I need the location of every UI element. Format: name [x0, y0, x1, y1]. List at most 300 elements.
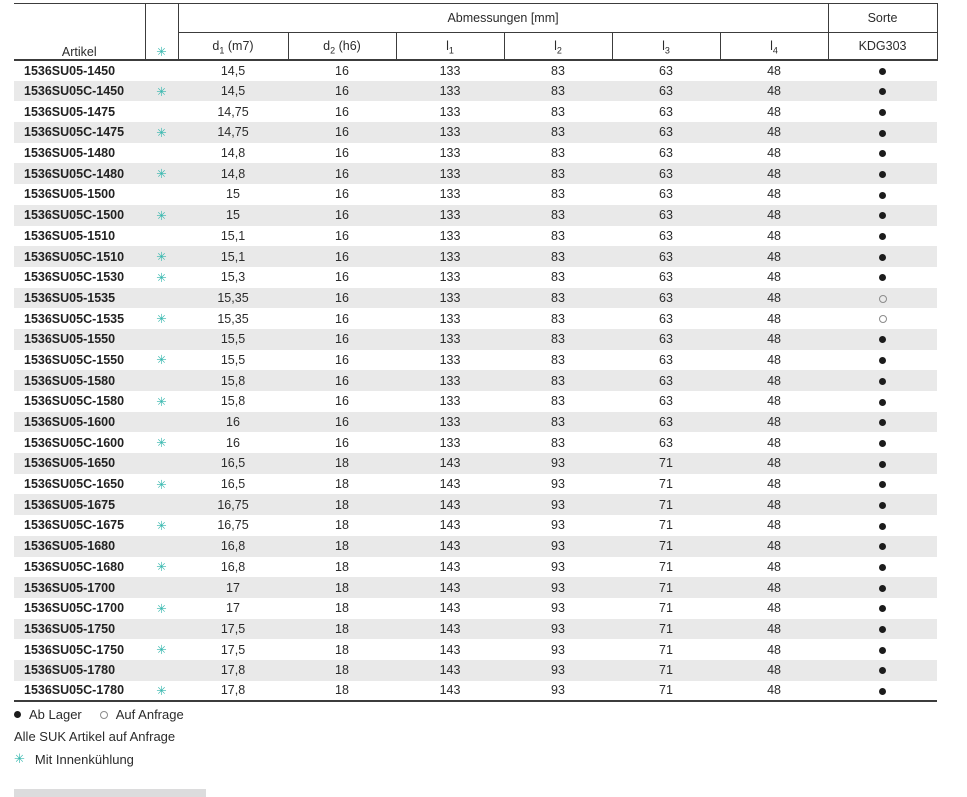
artikel-cell: 1536SU05C-1475: [24, 125, 125, 140]
availability-cell: [828, 681, 937, 702]
d1-cell: 16,8: [220, 539, 246, 554]
coolant-cell: [145, 494, 178, 515]
availability-cell: [828, 577, 937, 598]
d2-cell: 16: [335, 146, 349, 161]
l2-cell: 83: [551, 63, 565, 78]
availability-cell: [828, 639, 937, 660]
l2-cell: 83: [551, 187, 565, 202]
l4-cell: 48: [767, 373, 781, 388]
d1-cell: 15,1: [220, 228, 246, 243]
l3-cell: 63: [659, 166, 673, 181]
table-row: [14, 432, 937, 453]
table-row: [14, 60, 937, 81]
availability-cell: [828, 453, 937, 474]
l2-cell: 93: [551, 663, 565, 678]
d2-cell: 16: [335, 104, 349, 119]
snowflake-icon: ✳: [156, 394, 167, 409]
artikel-cell: 1536SU05-1500: [24, 187, 116, 202]
column-group-header-abmessungen: Abmessungen [mm]: [178, 4, 828, 33]
l1-cell: 143: [439, 518, 461, 533]
table-row: [14, 619, 937, 640]
l1-cell: 143: [439, 559, 461, 574]
table-row: [14, 184, 937, 205]
artikel-cell: 1536SU05C-1535: [24, 311, 125, 326]
table-row: [14, 329, 937, 350]
coolant-cell: [145, 308, 178, 329]
snowflake-icon: ✳: [156, 683, 167, 698]
d2-cell: 18: [335, 642, 349, 657]
d1-cell: 16,75: [217, 497, 249, 512]
table-row: [14, 412, 937, 433]
coolant-cell: [145, 81, 178, 102]
l3-cell: 63: [659, 270, 673, 285]
l4-cell: 48: [767, 249, 781, 264]
l3-cell: 71: [659, 601, 673, 616]
d1-cell: 16,75: [217, 518, 249, 533]
d1-cell: 14,8: [220, 146, 246, 161]
table-row: [14, 453, 937, 474]
artikel-cell: 1536SU05-1750: [24, 621, 116, 636]
column-header-l2: $l_2$: [504, 33, 612, 61]
d2-cell: 16: [335, 394, 349, 409]
l4-cell: 48: [767, 228, 781, 243]
d1-cell: 15,35: [217, 311, 249, 326]
filled-dot-icon: [879, 378, 886, 385]
coolant-cell: [145, 226, 178, 247]
d2-cell: 16: [335, 290, 349, 305]
l2-cell: 93: [551, 642, 565, 657]
l3-cell: 71: [659, 456, 673, 471]
l2-cell: 83: [551, 394, 565, 409]
coolant-cell: [145, 515, 178, 536]
snowflake-icon: ✳: [156, 643, 167, 658]
d1-cell: 17,5: [220, 642, 246, 657]
l2-cell: 93: [551, 539, 565, 554]
table-row: [14, 536, 937, 557]
l1-cell: 133: [439, 311, 461, 326]
coolant-cell: [145, 598, 178, 619]
table-row: [14, 598, 937, 619]
coolant-cell: [145, 577, 178, 598]
table-row: [14, 122, 937, 143]
filled-dot-icon: [879, 440, 886, 447]
coolant-cell: [145, 412, 178, 433]
table-row: [14, 494, 937, 515]
cropped-next-section: [14, 789, 206, 797]
l4-cell: 48: [767, 166, 781, 181]
l2-cell: 83: [551, 146, 565, 161]
artikel-cell: 1536SU05C-1675: [24, 518, 125, 533]
l4-cell: 48: [767, 332, 781, 347]
table-row: [14, 163, 937, 184]
d2-cell: 16: [335, 63, 349, 78]
filled-dot-icon: [879, 688, 886, 695]
d2-cell: 16: [335, 84, 349, 99]
coolant-cell: [145, 619, 178, 640]
l4-cell: 48: [767, 84, 781, 99]
l4-cell: 48: [767, 125, 781, 140]
coolant-cell: [145, 557, 178, 578]
l2-cell: 83: [551, 332, 565, 347]
l3-cell: 63: [659, 290, 673, 305]
coolant-cell: [145, 453, 178, 474]
l4-cell: 48: [767, 187, 781, 202]
d1-cell: 15,8: [220, 373, 246, 388]
availability-legend: [14, 707, 967, 722]
coolant-cell: [145, 60, 178, 81]
d1-cell: 14,75: [217, 104, 249, 119]
l1-cell: 133: [439, 228, 461, 243]
artikel-cell: 1536SU05C-1480: [24, 166, 125, 181]
l1-cell: 143: [439, 539, 461, 554]
coolant-cell: [145, 329, 178, 350]
filled-dot-icon: [879, 171, 886, 178]
d1-cell: 14,5: [220, 84, 246, 99]
l4-cell: 48: [767, 539, 781, 554]
artikel-cell: 1536SU05-1510: [24, 228, 116, 243]
l2-cell: 83: [551, 352, 565, 367]
d2-cell: 18: [335, 518, 349, 533]
availability-cell: [828, 557, 937, 578]
artikel-cell: 1536SU05C-1600: [24, 435, 125, 450]
availability-cell: [828, 515, 937, 536]
d2-cell: 16: [335, 352, 349, 367]
d2-cell: 16: [335, 125, 349, 140]
l4-cell: 48: [767, 559, 781, 574]
l2-cell: 83: [551, 415, 565, 430]
coolant-cell: [145, 350, 178, 371]
column-header-coolant: [145, 4, 178, 61]
l3-cell: 63: [659, 435, 673, 450]
l3-cell: 71: [659, 621, 673, 636]
d1-cell: 15,8: [220, 394, 246, 409]
l2-cell: 83: [551, 104, 565, 119]
d1-cell: 17,8: [220, 663, 246, 678]
l4-cell: 48: [767, 394, 781, 409]
artikel-cell: 1536SU05-1475: [24, 104, 116, 119]
table-row: [14, 639, 937, 660]
filled-dot-icon: [879, 523, 886, 530]
snowflake-icon: ✳: [156, 125, 167, 140]
l1-cell: 133: [439, 187, 461, 202]
l3-cell: 63: [659, 373, 673, 388]
l3-cell: 71: [659, 642, 673, 657]
d1-cell: 15,35: [217, 290, 249, 305]
availability-cell: [828, 432, 937, 453]
l1-cell: 133: [439, 270, 461, 285]
filled-dot-icon: [879, 667, 886, 674]
d1-cell: 14,8: [220, 166, 246, 181]
availability-cell: [828, 536, 937, 557]
availability-cell: [828, 308, 937, 329]
l1-cell: 143: [439, 601, 461, 616]
filled-dot-icon: [879, 502, 886, 509]
d1-cell: 17: [226, 580, 240, 595]
l3-cell: 63: [659, 415, 673, 430]
d1-cell: 15,5: [220, 352, 246, 367]
d2-cell: 18: [335, 539, 349, 554]
l2-cell: 93: [551, 518, 565, 533]
table-row: [14, 557, 937, 578]
availability-cell: [828, 122, 937, 143]
l4-cell: 48: [767, 63, 781, 78]
artikel-cell: 1536SU05-1580: [24, 373, 116, 388]
l3-cell: 63: [659, 352, 673, 367]
column-header-l3: $l_3$: [612, 33, 720, 61]
d2-cell: 16: [335, 270, 349, 285]
l1-cell: 143: [439, 663, 461, 678]
d2-cell: 18: [288, 681, 396, 702]
coolant-cell: [145, 246, 178, 267]
coolant-cell: [145, 205, 178, 226]
snowflake-icon: ✳: [156, 84, 167, 99]
availability-cell: [828, 101, 937, 122]
l1-cell: 133: [439, 435, 461, 450]
availability-cell: [828, 81, 937, 102]
d2-cell: 18: [335, 580, 349, 595]
column-header-sorte: Sorte: [828, 4, 937, 33]
d2-cell: 16: [335, 435, 349, 450]
d1-cell: 15: [226, 187, 240, 202]
open-dot-icon: [879, 295, 887, 303]
snowflake-icon: ✳: [156, 560, 167, 575]
artikel-cell: 1536SU05-1450: [24, 63, 116, 78]
l4-cell: 48: [720, 681, 828, 702]
l3-cell: 63: [659, 249, 673, 264]
column-header-d2: $d_2$ (h6): [288, 33, 396, 61]
catalog-page: [0, 3, 967, 797]
l2-cell: 93: [504, 681, 612, 702]
artikel-cell: 1536SU05-1700: [24, 580, 116, 595]
l1-cell: 133: [439, 63, 461, 78]
availability-cell: [828, 619, 937, 640]
l2-cell: 93: [551, 559, 565, 574]
d1-cell: 16: [226, 435, 240, 450]
l2-cell: 83: [551, 84, 565, 99]
table-row: [14, 101, 937, 122]
l3-cell: 63: [659, 311, 673, 326]
artikel-cell: 1536SU05C-1450: [24, 84, 125, 99]
coolant-cell: [145, 370, 178, 391]
d2-cell: 16: [335, 332, 349, 347]
artikel-cell: 1536SU05C-1580: [24, 394, 125, 409]
l3-cell: 71: [659, 580, 673, 595]
table-row: [14, 350, 937, 371]
coolant-cell: [145, 391, 178, 412]
l1-cell: 143: [439, 477, 461, 492]
snowflake-icon: ✳: [156, 45, 167, 59]
filled-dot-icon: [879, 150, 886, 157]
availability-cell: [828, 329, 937, 350]
l2-cell: 83: [551, 311, 565, 326]
l3-cell: 63: [659, 394, 673, 409]
l1-cell: 133: [439, 84, 461, 99]
l3-cell: 71: [659, 559, 673, 574]
table-row: [14, 515, 937, 536]
availability-cell: [828, 391, 937, 412]
d2-cell: 18: [335, 477, 349, 492]
snowflake-icon: ✳: [156, 312, 167, 327]
availability-cell: [828, 598, 937, 619]
l4-cell: 48: [767, 601, 781, 616]
table-row: [14, 143, 937, 164]
d1-cell: 15,3: [220, 270, 246, 285]
l3-cell: 63: [659, 63, 673, 78]
availability-cell: [828, 288, 937, 309]
d1-cell: 16,5: [220, 477, 246, 492]
l4-cell: 48: [767, 580, 781, 595]
snowflake-icon: ✳: [156, 436, 167, 451]
d1-cell: 16: [226, 415, 240, 430]
coolant-cell: [145, 474, 178, 495]
l4-cell: 48: [767, 497, 781, 512]
d1-cell: 17,5: [220, 621, 246, 636]
filled-dot-icon: [879, 461, 886, 468]
table-row: [14, 370, 937, 391]
l4-cell: 48: [767, 518, 781, 533]
l4-cell: 48: [767, 311, 781, 326]
snowflake-icon: ✳: [14, 751, 25, 767]
l3-cell: 71: [659, 497, 673, 512]
suk-note: Alle SUK Artikel auf Anfrage: [14, 729, 176, 745]
d1-cell: 15,1: [220, 249, 246, 264]
table-row: [14, 246, 937, 267]
l2-cell: 83: [551, 270, 565, 285]
l3-cell: 71: [659, 477, 673, 492]
dimension-table: [14, 3, 938, 702]
d2-cell: 16: [335, 249, 349, 264]
d2-cell: 16: [335, 373, 349, 388]
table-row: [14, 474, 937, 495]
coolant-cell: [145, 681, 178, 702]
artikel-cell: 1536SU05C-1780: [14, 681, 145, 702]
availability-cell: [828, 143, 937, 164]
d2-cell: 16: [335, 166, 349, 181]
l2-cell: 83: [551, 290, 565, 305]
filled-dot-icon: [879, 109, 886, 116]
artikel-cell: 1536SU05C-1650: [24, 477, 125, 492]
d2-cell: 16: [335, 311, 349, 326]
open-dot-icon: [879, 315, 887, 323]
l4-cell: 48: [767, 104, 781, 119]
filled-dot-icon: [879, 647, 886, 654]
legend: [14, 707, 967, 767]
d2-cell: 18: [335, 559, 349, 574]
availability-cell: [828, 205, 937, 226]
availability-cell: [828, 660, 937, 681]
on-request-label: Auf Anfrage: [115, 707, 184, 723]
artikel-cell: 1536SU05C-1550: [24, 352, 125, 367]
l1-cell: 143: [439, 580, 461, 595]
artikel-cell: 1536SU05-1780: [24, 663, 116, 678]
filled-dot-icon: [879, 68, 886, 75]
column-header-l1: $l_1$: [396, 33, 504, 61]
snowflake-icon: ✳: [156, 250, 167, 265]
availability-cell: [828, 60, 937, 81]
l3-cell: 63: [659, 228, 673, 243]
d1-cell: 15,5: [220, 332, 246, 347]
coolant-cell: [145, 267, 178, 288]
l4-cell: 48: [767, 415, 781, 430]
coolant-cell: [145, 184, 178, 205]
snowflake-icon: ✳: [156, 208, 167, 223]
l2-cell: 93: [551, 580, 565, 595]
table-row: [14, 226, 937, 247]
l1-cell: 133: [439, 332, 461, 347]
d2-cell: 18: [335, 497, 349, 512]
table-header: [14, 4, 937, 61]
snowflake-icon: ✳: [156, 270, 167, 285]
l3-cell: 71: [612, 681, 720, 702]
l1-cell: 143: [439, 497, 461, 512]
d1-cell: 17,8: [178, 681, 288, 702]
artikel-cell: 1536SU05C-1500: [24, 208, 125, 223]
l1-cell: 133: [439, 125, 461, 140]
l4-cell: 48: [767, 208, 781, 223]
table-row: [14, 577, 937, 598]
artikel-cell: 1536SU05-1675: [24, 497, 116, 512]
availability-cell: [828, 494, 937, 515]
d1-cell: 16,5: [220, 456, 246, 471]
availability-cell: [828, 163, 937, 184]
availability-cell: [828, 370, 937, 391]
l4-cell: 48: [767, 270, 781, 285]
l3-cell: 63: [659, 208, 673, 223]
d1-cell: 14,75: [217, 125, 249, 140]
availability-cell: [828, 246, 937, 267]
l4-cell: 48: [767, 290, 781, 305]
snowflake-icon: ✳: [156, 477, 167, 492]
availability-cell: [828, 267, 937, 288]
filled-dot-icon: [879, 543, 886, 550]
snowflake-icon: ✳: [156, 601, 167, 616]
filled-dot-icon: [879, 254, 886, 261]
l4-cell: 48: [767, 456, 781, 471]
column-header-artikel: Artikel: [14, 4, 145, 61]
artikel-cell: 1536SU05-1650: [24, 456, 116, 471]
availability-cell: [828, 350, 937, 371]
coolant-cell: [145, 432, 178, 453]
filled-dot-icon: [879, 130, 886, 137]
filled-dot-icon: [879, 605, 886, 612]
d2-cell: 18: [335, 621, 349, 636]
l2-cell: 83: [551, 125, 565, 140]
l1-cell: 143: [396, 681, 504, 702]
l1-cell: 133: [439, 249, 461, 264]
l3-cell: 63: [659, 187, 673, 202]
coolant-cell: [145, 122, 178, 143]
l4-cell: 48: [767, 621, 781, 636]
d1-cell: 16,8: [220, 559, 246, 574]
coolant-cell: [145, 101, 178, 122]
artikel-cell: 1536SU05C-1510: [24, 249, 125, 264]
artikel-cell: 1536SU05-1600: [24, 415, 116, 430]
table-row: [14, 288, 937, 309]
filled-dot-icon: [879, 564, 886, 571]
l3-cell: 71: [659, 518, 673, 533]
table-row: [14, 81, 937, 102]
l2-cell: 93: [551, 477, 565, 492]
l4-cell: 48: [767, 642, 781, 657]
column-header-d1: $d_1$ (m7): [178, 33, 288, 61]
filled-dot-icon: [879, 357, 886, 364]
d1-cell: 14,5: [220, 63, 246, 78]
l1-cell: 133: [439, 373, 461, 388]
artikel-cell: 1536SU05C-1680: [24, 559, 125, 574]
l1-cell: 133: [439, 166, 461, 181]
l1-cell: 143: [439, 456, 461, 471]
l2-cell: 93: [551, 621, 565, 636]
